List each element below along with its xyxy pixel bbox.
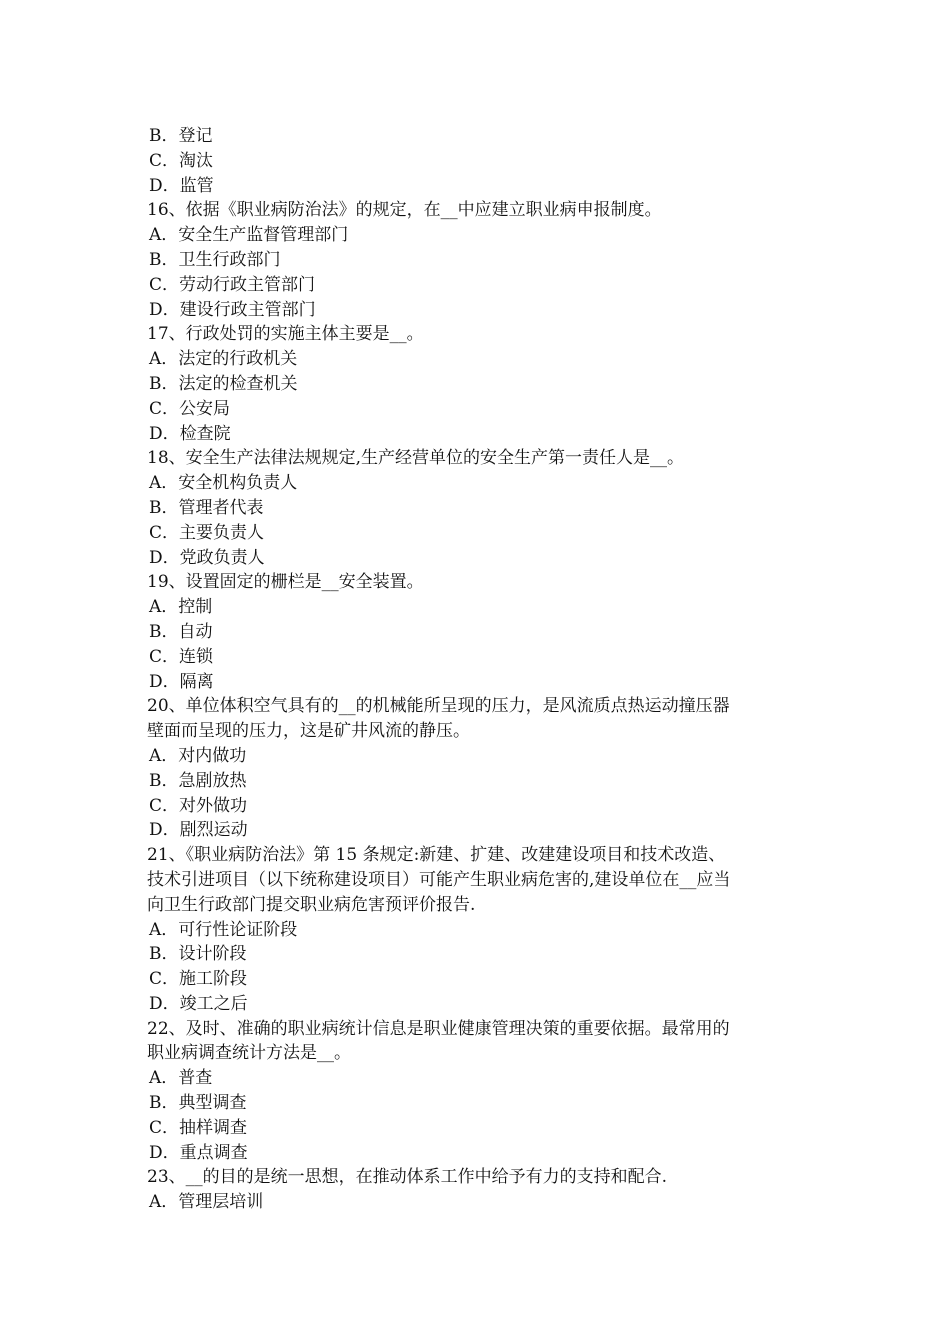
answer-option: B．自动 <box>149 621 213 642</box>
question-text: 20、单位体积空气具有的__的机械能所呈现的压力，是风流质点热运动撞压器 <box>147 696 730 717</box>
question-text: 23、__的目的是统一思想，在推动体系工作中给予有力的支持和配合. <box>147 1167 668 1188</box>
answer-option: A．法定的行政机关 <box>149 349 298 370</box>
question-text: 17、行政处罚的实施主体主要是__。 <box>147 324 424 345</box>
answer-option: B．典型调查 <box>149 1093 247 1114</box>
question-text: 向卫生行政部门提交职业病危害预评价报告. <box>147 894 476 915</box>
answer-option: C．对外做功 <box>149 795 248 816</box>
answer-option: B．急剧放热 <box>149 770 247 791</box>
answer-option: D．检查院 <box>149 423 231 444</box>
question-text: 21、《职业病防治法》第 15 条规定:新建、扩建、改建建设项目和技术改造、 <box>147 845 726 866</box>
answer-option: C．淘汰 <box>149 150 214 171</box>
answer-option: D．隔离 <box>149 671 214 692</box>
question-text: 16、依据《职业病防治法》的规定，在__中应建立职业病申报制度。 <box>147 200 662 221</box>
answer-option: A．对内做功 <box>149 745 247 766</box>
answer-option: B．登记 <box>149 126 213 146</box>
answer-option: D．竣工之后 <box>149 993 248 1014</box>
question-text: 19、设置固定的栅栏是__安全装置。 <box>147 572 424 593</box>
answer-option: D．党政负责人 <box>149 547 265 568</box>
answer-option: C．公安局 <box>149 398 231 419</box>
question-text: 壁面而呈现的压力，这是矿井风流的静压。 <box>147 721 470 742</box>
question-text: 职业病调查统计方法是__。 <box>147 1043 351 1064</box>
answer-option: A．安全生产监督管理部门 <box>149 225 349 246</box>
question-text: 技术引进项目（以下统称建设项目）可能产生职业病危害的,建设单位在__应当 <box>147 869 731 890</box>
question-text: 22、及时、准确的职业病统计信息是职业健康管理决策的重要依据。最常用的 <box>147 1018 730 1039</box>
answer-option: A．安全机构负责人 <box>149 473 298 494</box>
answer-option: A．普查 <box>149 1068 213 1089</box>
answer-option: C．劳动行政主管部门 <box>149 274 316 295</box>
answer-option: A．控制 <box>149 597 213 618</box>
answer-option: D．建设行政主管部门 <box>149 299 316 320</box>
answer-option: D．重点调查 <box>149 1142 248 1163</box>
question-text: 18、安全生产法律法规规定,生产经营单位的安全生产第一责任人是__。 <box>147 448 685 469</box>
answer-option: A．可行性论证阶段 <box>149 919 298 940</box>
answer-option: B．卫生行政部门 <box>149 249 281 270</box>
answer-option: A．管理层培训 <box>149 1192 264 1213</box>
answer-option: C．连锁 <box>149 646 214 667</box>
answer-option: D．剧烈运动 <box>149 820 248 841</box>
answer-option: C．主要负责人 <box>149 522 265 543</box>
document-page <box>147 124 817 1215</box>
answer-option: D．监管 <box>149 175 214 196</box>
answer-option: C．施工阶段 <box>149 969 248 990</box>
answer-option: B．管理者代表 <box>149 497 264 518</box>
answer-option: C．抽样调查 <box>149 1117 248 1138</box>
answer-option: B．法定的检查机关 <box>149 373 298 394</box>
answer-option: B．设计阶段 <box>149 944 247 965</box>
